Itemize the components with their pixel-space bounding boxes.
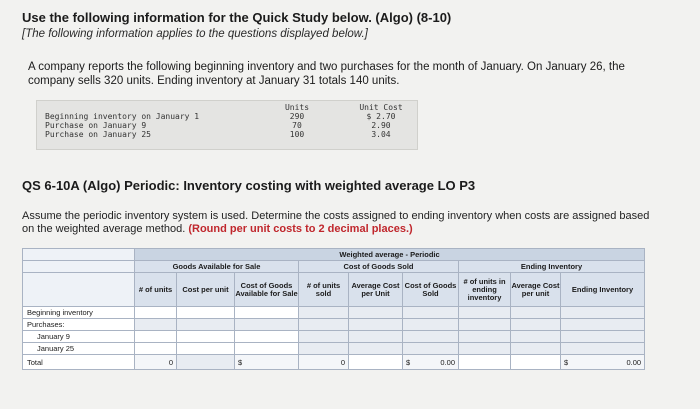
given-row-units: 100 xyxy=(289,130,305,139)
table-row xyxy=(23,331,645,343)
total-ending-inventory xyxy=(561,355,645,370)
header-note: [The following information applies to the questions displayed below.] xyxy=(22,28,368,40)
row-label-beginning: Beginning inventory xyxy=(23,307,135,319)
blank-cell xyxy=(135,319,177,331)
blank-cell xyxy=(459,331,511,343)
blank-cell xyxy=(349,319,403,331)
beginning-cost-input[interactable] xyxy=(177,307,235,319)
col-average-cost: Average Cost per Unit xyxy=(349,273,403,307)
given-row-cost: $ 2.70 xyxy=(366,112,396,121)
blank-cell xyxy=(511,343,561,355)
jan9-cogs-input[interactable] xyxy=(235,331,299,343)
given-row-units: 70 xyxy=(292,121,302,130)
corner-cell xyxy=(23,249,135,261)
given-col-units: Units xyxy=(284,103,310,112)
row-label-purchases: Purchases: xyxy=(23,319,135,331)
header-title: Use the following information for the Quick Study below. (Algo) (8-10) xyxy=(22,10,452,25)
blank-cell xyxy=(403,319,459,331)
total-cost-goods-sold xyxy=(403,355,459,370)
jan9-cost-input[interactable] xyxy=(177,331,235,343)
table-title: Weighted average - Periodic xyxy=(135,249,645,261)
blank-cell xyxy=(349,331,403,343)
blank-cell xyxy=(403,307,459,319)
blank-cell xyxy=(349,343,403,355)
blank-cell xyxy=(511,307,561,319)
table-row xyxy=(23,319,645,331)
blank-cell xyxy=(561,343,645,355)
corner-cell xyxy=(23,273,135,307)
question-title: QS 6-10A (Algo) Periodic: Inventory costing with weighted average LO P3 xyxy=(22,178,476,193)
row-label-total: Total xyxy=(23,355,135,370)
jan25-units-input[interactable] xyxy=(135,343,177,355)
table-row xyxy=(23,307,645,319)
blank-cell xyxy=(561,319,645,331)
beginning-units-input[interactable] xyxy=(135,307,177,319)
jan25-cogs-input[interactable] xyxy=(235,343,299,355)
blank-cell xyxy=(561,307,645,319)
group-cost-of-goods-sold: Cost of Goods Sold xyxy=(299,261,459,273)
given-row-cost: 2.90 xyxy=(371,121,391,130)
given-row-label: Purchase on January 25 xyxy=(45,130,151,139)
given-row-label: Purchase on January 9 xyxy=(45,121,147,130)
blank-cell xyxy=(459,343,511,355)
beginning-cogs-input[interactable] xyxy=(235,307,299,319)
blank-cell xyxy=(561,331,645,343)
col-average-cost-unit: Average Cost per unit xyxy=(511,273,561,307)
given-row xyxy=(37,130,417,140)
blank-cell xyxy=(459,307,511,319)
table-row-total xyxy=(23,355,645,370)
question-body: Assume the periodic inventory system is used. Determine the costs assigned to ending inventory when costs are assigned based on the weighted average method. xyxy=(22,210,650,235)
ending-average-cost-input[interactable] xyxy=(511,355,561,370)
blank-cell xyxy=(403,331,459,343)
given-row-units: 290 xyxy=(289,112,305,121)
blank-cell xyxy=(403,343,459,355)
row-label-jan9: January 9 xyxy=(23,331,135,343)
table-row xyxy=(23,343,645,355)
blank-cell xyxy=(299,343,349,355)
ending-value: 0.00 xyxy=(626,357,642,367)
col-ending-inventory: Ending Inventory xyxy=(561,273,645,307)
blank-cell xyxy=(177,355,235,370)
cogs-dollar: $ xyxy=(406,357,411,367)
corner-cell xyxy=(23,261,135,273)
blank-cell xyxy=(299,319,349,331)
blank-cell xyxy=(459,319,511,331)
ending-units-input[interactable] xyxy=(459,355,511,370)
intro-text: A company reports the following beginning inventory and two purchases for the month of January. On January 26, the company sells 320 units. Ending inventory at January 31 totals 140 units. xyxy=(28,61,625,87)
group-goods-available: Goods Available for Sale xyxy=(135,261,299,273)
given-row-cost: 3.04 xyxy=(371,130,391,139)
given-data-box xyxy=(36,100,418,150)
total-units-sold: 0 xyxy=(299,355,349,370)
weighted-average-table xyxy=(22,248,644,396)
group-ending-inventory: Ending Inventory xyxy=(459,261,645,273)
row-label-jan25: January 25 xyxy=(23,343,135,355)
ending-dollar: $ xyxy=(564,357,569,367)
given-row-label: Beginning inventory on January 1 xyxy=(45,112,200,121)
blank-cell xyxy=(235,319,299,331)
blank-cell xyxy=(511,331,561,343)
total-units: 0 xyxy=(135,355,177,370)
blank-cell xyxy=(349,307,403,319)
jan9-units-input[interactable] xyxy=(135,331,177,343)
col-units: # of units xyxy=(135,273,177,307)
question-text xyxy=(22,210,662,236)
col-cost-goods-available: Cost of Goods Available for Sale xyxy=(235,273,299,307)
rounding-instruction: (Round per unit costs to 2 decimal places.) xyxy=(188,223,413,235)
total-cogs-available: $ xyxy=(235,355,299,370)
cogs-value: 0.00 xyxy=(440,357,455,367)
blank-cell xyxy=(511,319,561,331)
blank-cell xyxy=(177,319,235,331)
col-cost-per-unit: Cost per unit xyxy=(177,273,235,307)
col-units-sold: # of units sold xyxy=(299,273,349,307)
blank-cell xyxy=(299,307,349,319)
col-cost-goods-sold: Cost of Goods Sold xyxy=(403,273,459,307)
col-units-ending: # of units in ending inventory xyxy=(459,273,511,307)
given-col-cost: Unit Cost xyxy=(359,103,403,112)
blank-cell xyxy=(299,331,349,343)
average-cost-input[interactable] xyxy=(349,355,403,370)
jan25-cost-input[interactable] xyxy=(177,343,235,355)
